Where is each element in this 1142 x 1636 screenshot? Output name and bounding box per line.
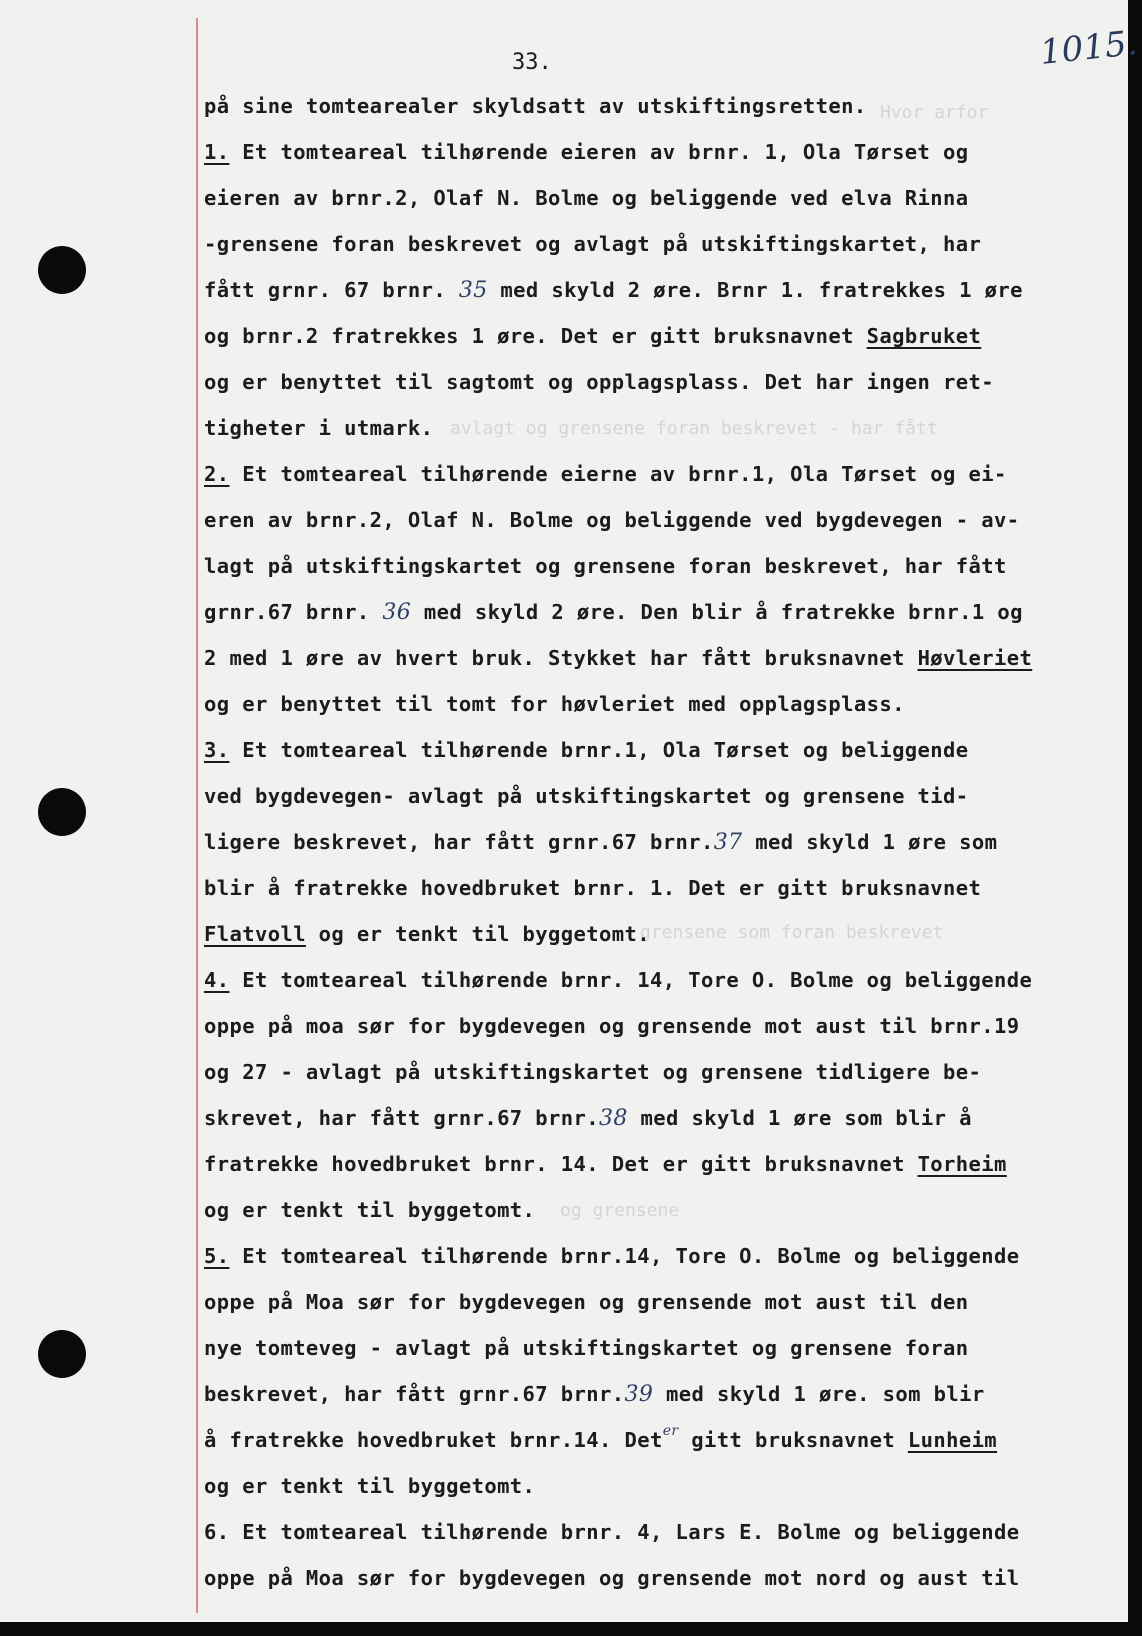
text-line: -grensene foran beskrevet og avlagt på utskiftingskartet, har: [204, 232, 982, 256]
text-line: 2. Et tomteareal tilhørende eierne av brnr.1, Ola Tørset og ei-: [204, 462, 1007, 486]
text-line: Flatvoll og er tenkt til byggetomt.: [204, 922, 650, 946]
text-line: ved bygdevegen- avlagt på utskiftingskartet og grensene tid-: [204, 784, 969, 808]
handwritten-brnr: 35: [458, 278, 488, 303]
item-number: 5.: [204, 1244, 230, 1268]
farm-name: Torheim: [917, 1152, 1007, 1176]
bleed-through-text: avlagt og grensene foran beskrevet - har fått: [450, 418, 938, 439]
text-line: eieren av brnr.2, Olaf N. Bolme og beliggende ved elva Rinna: [204, 186, 969, 210]
text-line: blir å fratrekke hovedbruket brnr. 1. Det er gitt bruksnavnet: [204, 876, 982, 900]
text-line: nye tomteveg - avlagt på utskiftingskartet og grensene foran: [204, 1336, 969, 1360]
page-number: 33.: [512, 50, 552, 75]
folio-handwritten: 1015.: [1038, 23, 1140, 73]
text-line: og brnr.2 fratrekkes 1 øre. Det er gitt bruksnavnet Sagbruket: [204, 324, 982, 348]
text-line: på sine tomtearealer skyldsatt av utskiftingsretten.: [204, 94, 867, 118]
punch-hole: [38, 788, 86, 836]
text-line: tigheter i utmark.: [204, 416, 434, 440]
handwritten-insertion: er: [662, 1423, 679, 1439]
text-line: oppe på Moa sør for bygdevegen og grensende mot nord og aust til: [204, 1566, 1020, 1590]
item-number: 2.: [204, 462, 230, 486]
handwritten-brnr: 36: [382, 600, 412, 625]
punch-hole: [38, 1330, 86, 1378]
text-line: og er tenkt til byggetomt.: [204, 1198, 536, 1222]
text-line: oppe på moa sør for bygdevegen og grensende mot aust til brnr.19: [204, 1014, 1020, 1038]
text-line: og er benyttet til sagtomt og opplagsplass. Det har ingen ret-: [204, 370, 995, 394]
farm-name: Lunheim: [907, 1428, 998, 1452]
text-line: eren av brnr.2, Olaf N. Bolme og beliggende ved bygdevegen - av-: [204, 508, 1020, 532]
text-line: fratrekke hovedbruket brnr. 14. Det er gitt bruksnavnet Torheim: [204, 1152, 1007, 1176]
text-line: skrevet, har fått grnr.67 brnr.38 med skyld 1 øre som blir å: [204, 1106, 972, 1131]
text-line: 2 med 1 øre av hvert bruk. Stykket har fått bruksnavnet Høvleriet: [204, 646, 1033, 670]
handwritten-brnr: 37: [713, 830, 743, 855]
text-line: å fratrekke hovedbruket brnr.14. Det$^{er}$ gitt bruksnavnet Lunheim: [204, 1423, 998, 1452]
text-line: 1. Et tomteareal tilhørende eieren av brnr. 1, Ola Tørset og: [204, 140, 969, 164]
text-line: og er tenkt til byggetomt.: [204, 1474, 536, 1498]
text-line: 6. Et tomteareal tilhørende brnr. 4, Lars E. Bolme og beliggende: [204, 1520, 1020, 1544]
handwritten-brnr: 39: [624, 1382, 654, 1407]
text-line: 5. Et tomteareal tilhørende brnr.14, Tore O. Bolme og beliggende: [204, 1244, 1020, 1268]
margin-rule: [196, 18, 198, 1613]
farm-name: Høvleriet: [917, 646, 1033, 670]
item-number: 1.: [204, 140, 230, 164]
text-line: og er benyttet til tomt for høvleriet med opplagsplass.: [204, 692, 905, 716]
handwritten-brnr: 38: [599, 1106, 628, 1131]
item-number: 3.: [204, 738, 230, 762]
text-line: lagt på utskiftingskartet og grensene foran beskrevet, har fått: [204, 554, 1007, 578]
text-line: og 27 - avlagt på utskiftingskartet og grensene tidligere be-: [204, 1060, 982, 1084]
text-line: grnr.67 brnr. 36 med skyld 2 øre. Den blir å fratrekke brnr.1 og: [204, 600, 1023, 625]
item-number: 4.: [204, 968, 230, 992]
text-line: oppe på Moa sør for bygdevegen og grensende mot aust til den: [204, 1290, 969, 1314]
text-line: beskrevet, har fått grnr.67 brnr.39 med skyld 1 øre. som blir: [204, 1382, 985, 1407]
bleed-through-text: Hvor arfor: [880, 102, 989, 123]
text-line: 4. Et tomteareal tilhørende brnr. 14, Tore O. Bolme og beliggende: [204, 968, 1033, 992]
text-line: fått grnr. 67 brnr. 35 med skyld 2 øre. Brnr 1. fratrekkes 1 øre: [204, 278, 1023, 303]
punch-hole: [38, 246, 86, 294]
bleed-through-text: grensene som foran beskrevet: [640, 922, 944, 943]
text-line: 3. Et tomteareal tilhørende brnr.1, Ola Tørset og beliggende: [204, 738, 969, 762]
farm-name: Flatvoll: [204, 922, 306, 946]
farm-name: Sagbruket: [866, 324, 982, 348]
bleed-through-text: og grensene: [560, 1200, 680, 1221]
text-line: ligere beskrevet, har fått grnr.67 brnr.37 med skyld 1 øre som: [204, 830, 998, 855]
